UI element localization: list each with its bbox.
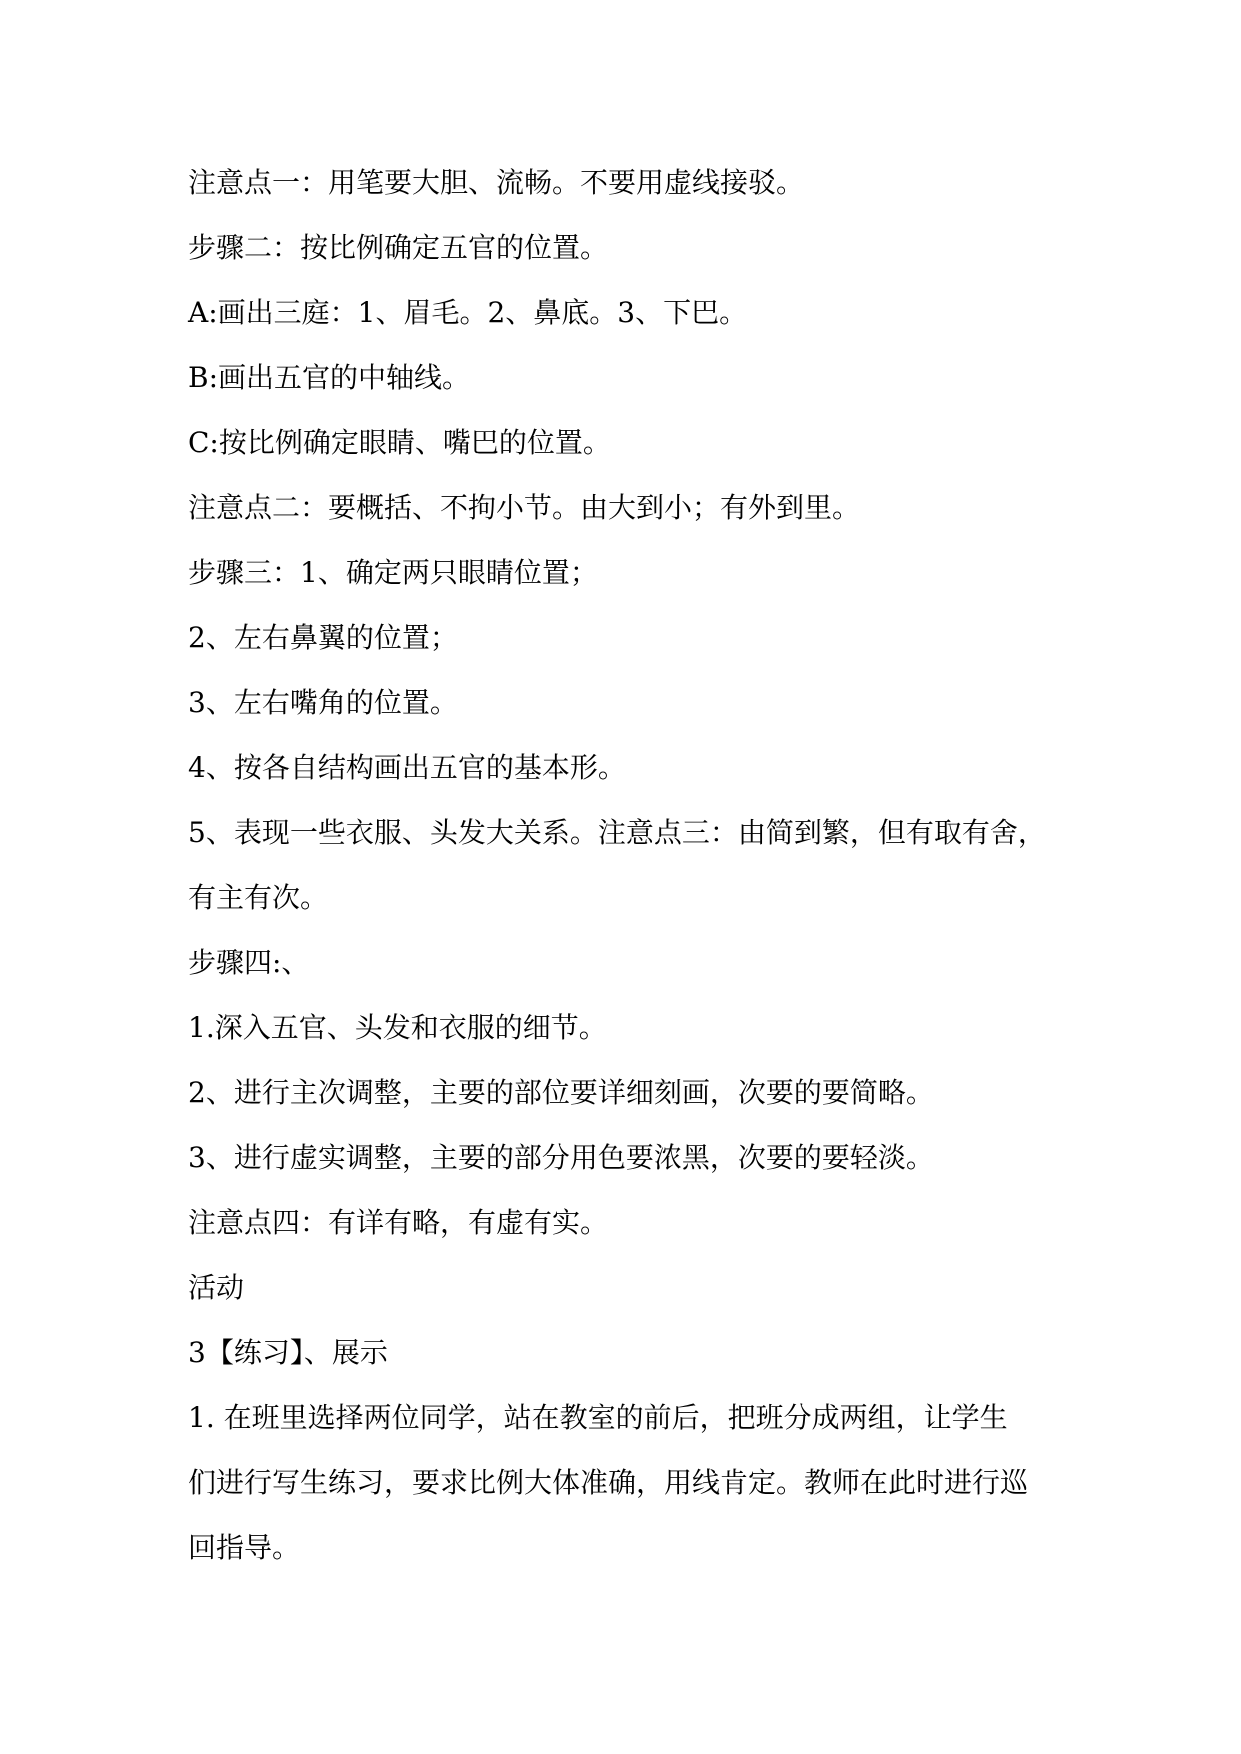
- text-line: 步骤四:、: [188, 946, 310, 979]
- text-line: 有主有次。: [188, 881, 329, 914]
- text-line: 5、表现一些衣服、头发大关系。注意点三：由简到繁，但有取有舍，: [188, 816, 1046, 849]
- text-line: 步骤三：1、确定两只眼睛位置；: [188, 556, 598, 589]
- text-line: 1. 在班里选择两位同学，站在教室的前后，把班分成两组，让学生: [188, 1401, 1008, 1434]
- text-line: 3【练习】、展示: [188, 1336, 388, 1369]
- text-line: 3、左右嘴角的位置。: [188, 686, 458, 719]
- text-line: 们进行写生练习，要求比例大体准确，用线肯定。教师在此时进行巡: [188, 1466, 1029, 1499]
- text-line: 4、按各自结构画出五官的基本形。: [188, 751, 626, 784]
- text-line: 步骤二：按比例确定五官的位置。: [188, 231, 609, 264]
- text-line: A:画出三庭：1、眉毛。2、鼻底。3、下巴。: [188, 296, 748, 329]
- text-line: 2、进行主次调整，主要的部位要详细刻画，次要的要简略。: [188, 1076, 934, 1109]
- text-line: C:按比例确定眼睛、嘴巴的位置。: [188, 426, 611, 459]
- text-line: 活动: [188, 1271, 245, 1304]
- text-line: 3、进行虚实调整，主要的部分用色要浓黑，次要的要轻淡。: [188, 1141, 934, 1174]
- text-line: 注意点一：用笔要大胆、流畅。不要用虚线接驳。: [188, 166, 805, 199]
- text-line: 注意点二：要概括、不拘小节。由大到小；有外到里。: [188, 491, 861, 524]
- text-line: 1.深入五官、头发和衣服的细节。: [188, 1011, 607, 1044]
- text-line: 2、左右鼻翼的位置；: [188, 621, 458, 654]
- text-line: B:画出五官的中轴线。: [188, 361, 471, 394]
- text-line: 回指导。: [188, 1531, 301, 1564]
- text-line: 注意点四：有详有略，有虚有实。: [188, 1206, 609, 1239]
